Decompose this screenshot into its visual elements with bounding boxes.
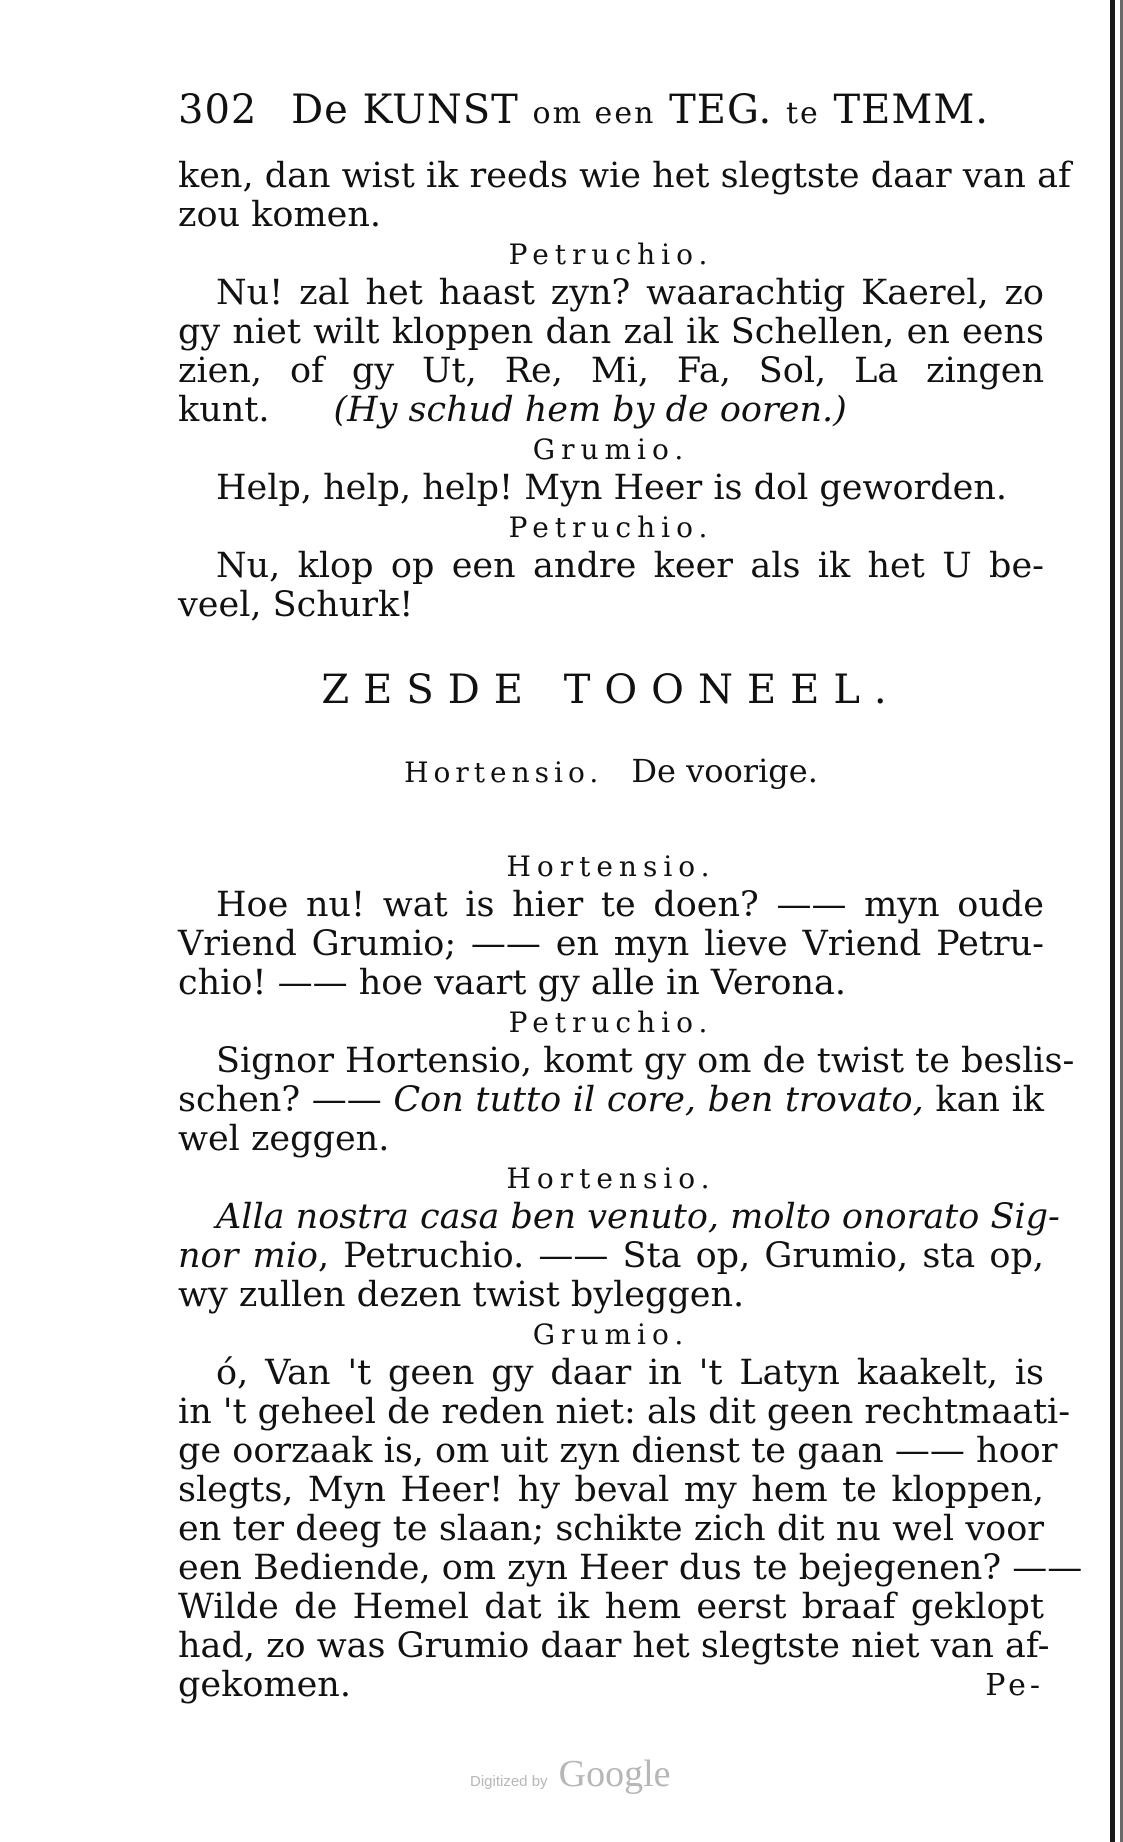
text-line-23: en ter deeg te slaan; schikte zich dit nu wel voor (178, 1509, 1044, 1549)
running-head-om-een: om een (532, 96, 656, 131)
text-line-15: wel zeggen. (178, 1119, 390, 1159)
text-line-6 (178, 391, 1044, 430)
text-block (178, 85, 1083, 1705)
speaker-hortensio: Hortensio. (506, 1162, 716, 1195)
text-line-18: wy zullen dezen twist byleggen. (178, 1275, 745, 1315)
text-line-21: ge oorzaak is, om uit zyn dienst te gaan —— hoor (178, 1431, 1058, 1471)
running-head (178, 85, 1044, 139)
text-line-1: ken, dan wist ik reeds wie het slegtste daar van af (178, 156, 1071, 196)
text-italian-greeting: Con tutto il core, ben trovato, (393, 1080, 924, 1120)
scene-person-hortensio: Hortensio. (404, 756, 604, 789)
text-nor-mio: nor mio (178, 1236, 318, 1276)
speaker-petruchio: Petruchio. (508, 1006, 714, 1039)
text-line-9: veel, Schurk! (178, 585, 414, 625)
speaker-petruchio: Petruchio. (508, 511, 714, 544)
text-line-26: had, zo was Grumio daar het slegtste niet van af- (178, 1626, 1050, 1666)
running-head-kunst: KUNST (362, 87, 519, 133)
speaker-hortensio: Hortensio. (506, 850, 716, 883)
text-line-14 (178, 1081, 1044, 1120)
text-line-22: slegts, Myn Heer! hy beval my hem te kloppen, (178, 1470, 1044, 1510)
text-line-10: Hoe nu! wat is hier te doen? —— myn oude (216, 885, 1044, 925)
text-line-16: Alla nostra casa ben venuto, molto onorato Sig- (216, 1197, 1060, 1237)
scene-title: ZESDE TOONEEL. (321, 667, 901, 713)
text-line-2: zou komen. (178, 195, 382, 235)
text-line-4: gy niet wilt kloppen dan zal ik Schellen, en eens (178, 312, 1044, 352)
page-number: 302 (178, 87, 258, 133)
speaker-grumio: Grumio. (532, 1318, 690, 1351)
digitized-watermark (470, 1752, 671, 1796)
text-line-27 (178, 1666, 1044, 1705)
text-gekomen: gekomen. (178, 1665, 351, 1705)
text-line-25: Wilde de Hemel dat ik hem eerst braaf geklopt (178, 1587, 1044, 1627)
running-head-temm: TEMM. (833, 87, 989, 133)
running-head-de: De (291, 87, 349, 133)
text-line-11: Vriend Grumio; —— en myn lieve Vriend Petru- (178, 924, 1044, 964)
running-head-teg: TEG. (669, 87, 773, 133)
speaker-petruchio: Petruchio. (508, 238, 714, 271)
stage-direction: (Hy schud hem by de ooren.) (333, 390, 847, 430)
text-line-20: in 't geheel de reden niet: als dit geen rechtmaati- (178, 1392, 1071, 1432)
text-kunt: kunt. (178, 390, 270, 430)
text-line-8: Nu, klop op een andre keer als ik het U be- (216, 546, 1044, 586)
text-schen: schen? —— (178, 1080, 382, 1120)
page-edge-shadow (1110, 0, 1115, 1842)
scene-person-rest: De voorige. (631, 752, 818, 790)
text-kan-ik: kan ik (935, 1080, 1044, 1120)
text-line-3: Nu! zal het haast zyn? waarachtig Kaerel, zo (216, 273, 1044, 313)
text-line-12: chio! —— hoe vaart gy alle in Verona. (178, 963, 846, 1003)
text-line-19: ó, Van 't geen gy daar in 't Latyn kaakelt, is (216, 1353, 1044, 1393)
running-head-te: te (785, 96, 820, 131)
catchword: Pe- (985, 1668, 1044, 1703)
text-line-24: een Bediende, om zyn Heer dus te bejegenen? —— (178, 1548, 1083, 1588)
text-line-5: zien, of gy Ut, Re, Mi, Fa, Sol, La zingen (178, 351, 1044, 391)
watermark-prefix: Digitized by (470, 1773, 548, 1790)
speaker-grumio: Grumio. (532, 433, 690, 466)
text-line-17 (178, 1237, 1044, 1276)
text-line-7: Help, help, help! Myn Heer is dol geworden. (216, 468, 1008, 508)
google-logo: Google (558, 1753, 671, 1795)
text-line-13: Signor Hortensio, komt gy om de twist te beslis- (216, 1041, 1075, 1081)
text-sta-op: , Petruchio. —— Sta op, Grumio, sta op, (317, 1236, 1044, 1276)
scene-persons (178, 749, 1044, 795)
